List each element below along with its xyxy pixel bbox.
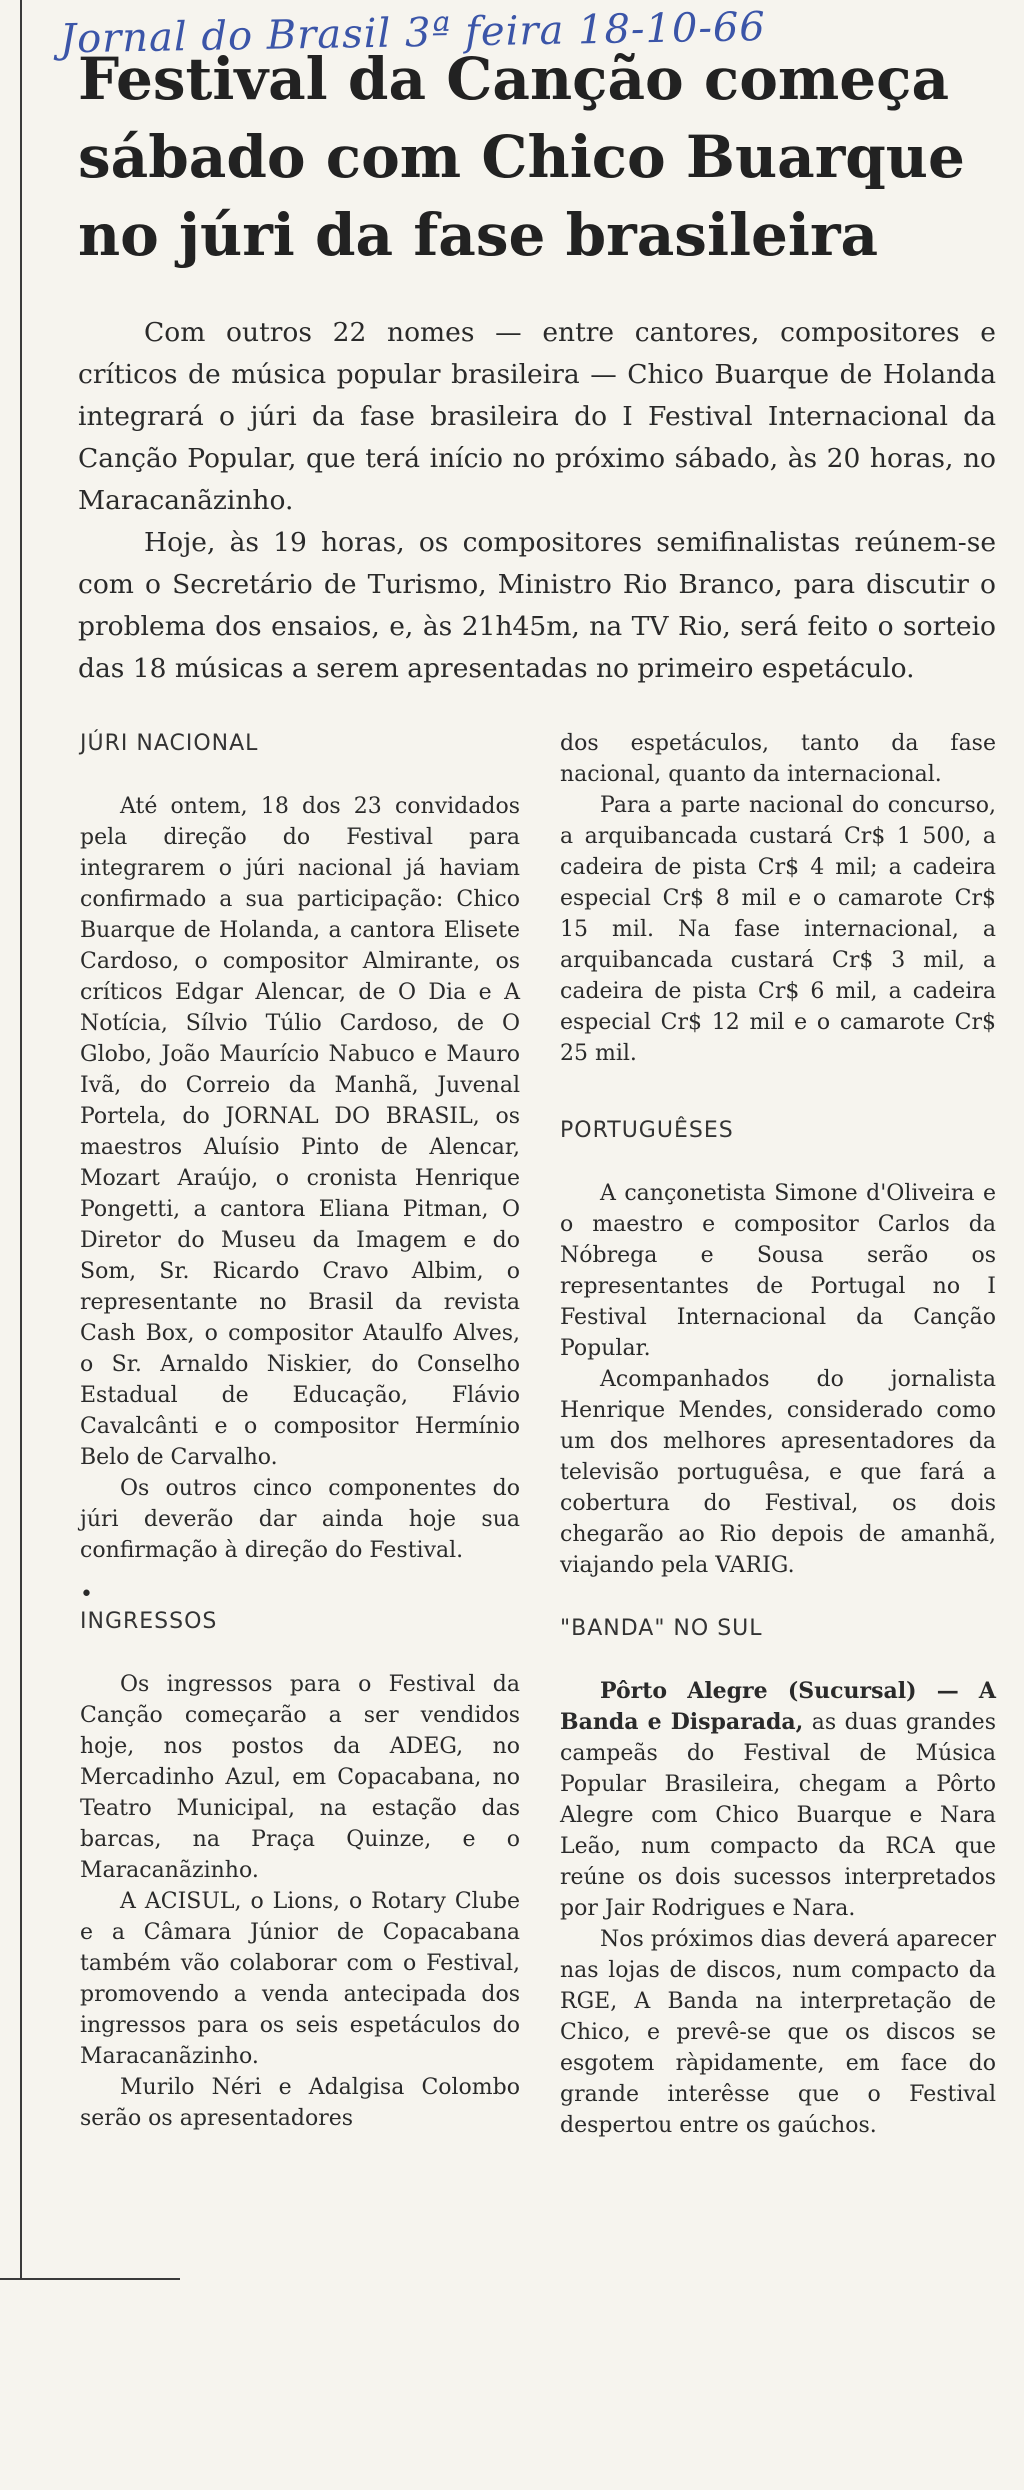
paragraph-banda-1-text: as duas grandes campeãs do Festival de Música Popular Brasileira, chegam a Pôrto Alegre com Chico Buarque e Nara Leão, num compacto da RCA que reúne os dois sucessos interpretados por Jair Rodrigues e Nara. [560,1710,996,1921]
dateline: Pôrto Alegre (Sucursal) — A Banda e Disparada, [560,1678,996,1735]
intro-paragraph-2: Hoje, às 19 horas, os compositores semifinalistas reúnem-se com o Secretário de Turismo, Ministro Rio Branco, para discutir o problema dos ensaios, e, às 21h45m, na TV Rio, será feito o sorteio das 18 músicas a serem apresentadas no primeiro espetáculo. [78,527,996,684]
headline-line-2: sábado com Chico Buarque [78,123,965,191]
headline-line-1: Festival da Canção começa [78,45,950,113]
column-rule-left [20,0,22,2280]
paragraph-banda-1 [560,1676,996,1924]
section-heading-juri: JÚRI NACIONAL [80,731,259,756]
bullet-separator: • [80,1582,93,1607]
paragraph-banda-2: Nos próximos dias deverá aparecer nas lojas de discos, num compacto da RGE, A Banda na interpretação de Chico, e prevê-se que os discos se esgotem ràpidamente, em face do grande interêsse que o Festival despertou entre os gaúchos. [560,1927,996,2138]
paragraph-prices: Para a parte nacional do concurso, a arquibancada custará Cr$ 1 500, a cadeira de pista Cr$ 4 mil; a cadeira especial Cr$ 8 mil e o camarote Cr$ 15 mil. Na fase internacional, a arquibancada custará Cr$ 3 mil, a cadeira de pista Cr$ 6 mil, a cadeira especial Cr$ 12 mil e o camarote Cr$ 25 mil. [560,793,996,1066]
section-heading-portugueses: PORTUGUÊSES [560,1118,734,1143]
paragraph-portugueses-1: A cançonetista Simone d'Oliveira e o maestro e compositor Carlos da Nóbrega e Sousa serão os representantes de Portugal no I Festival Internacional da Canção Popular. [560,1181,996,1361]
paragraph-ingressos-1: Os ingressos para o Festival da Canção começarão a ser vendidos hoje, nos postos da ADEG, no Mercadinho Azul, em Copacabana, no Teatro Municipal, na estação das barcas, na Praça Quinze, e o Maracanãzinho. [80,1672,520,1883]
paragraph-ingressos-2: A ACISUL, o Lions, o Rotary Clube e a Câmara Júnior de Copacabana também vão colaborar com o Festival, promovendo a venda antecipada dos ingressos para os seis espetáculos do Maracanãzinho. [80,1889,520,2069]
handwritten-annotation: Jornal do Brasil 3ª feira 18-10-66 [59,4,767,63]
section-heading-ingressos: INGRESSOS [80,1609,218,1634]
paragraph-portugueses-2: Acompanhados do jornalista Henrique Mendes, considerado como um dos melhores apresentadores da televisão portuguêsa, e que fará a cobertura do Festival, os dois chegarão ao Rio depois de amanhã, viajando pela VARIG. [560,1367,996,1578]
paragraph-continuation: dos espetáculos, tanto da fase nacional, quanto da internacional. [560,731,996,787]
paragraph-ingressos-3: Murilo Néri e Adalgisa Colombo serão os apresentadores [80,2075,520,2131]
paragraph-juri-1: Até ontem, 18 dos 23 convidados pela direção do Festival para integrarem o júri nacional já haviam confirmado a sua participação: Chico Buarque de Holanda, a cantora Elisete Cardoso, o compositor Almirante, os críticos Edgar Alencar, de O Dia e A Notícia, Sílvio Túlio Cardoso, de O Globo, João Maurício Nabuco e Mauro Ivã, do Correio da Manhã, Juvenal Portela, do JORNAL DO BRASIL, os maestros Aluísio Pinto de Alencar, Mozart Araújo, o cronista Henrique Pongetti, a cantora Eliana Pitman, O Diretor do Museu da Imagem e do Som, Sr. Ricardo Cravo Albim, o representante no Brasil da revista Cash Box, o compositor Ataulfo Alves, o Sr. Arnaldo Niskier, do Conselho Estadual de Educação, Flávio Cavalcânti e o compositor Hermínio Belo de Carvalho. [80,794,520,1470]
left-column [80,728,520,2134]
section-heading-banda: "BANDA" NO SUL [560,1616,763,1641]
headline [78,40,1018,274]
paragraph-juri-2: Os outros cinco componentes do júri deverão dar ainda hoje sua confirmação à direção do Festival. [80,1476,520,1563]
intro-paragraph-1: Com outros 22 nomes — entre cantores, compositores e críticos de música popular brasileira — Chico Buarque de Holanda integrará o júri da fase brasileira do I Festival Internacional da Canção Popular, que terá início no próximo sábado, às 20 horas, no Maracanãzinho. [78,317,996,516]
column-rule-bottom [0,2278,180,2280]
right-column [560,728,996,2141]
headline-line-3: no júri da fase brasileira [78,201,879,269]
intro-text [78,312,996,690]
